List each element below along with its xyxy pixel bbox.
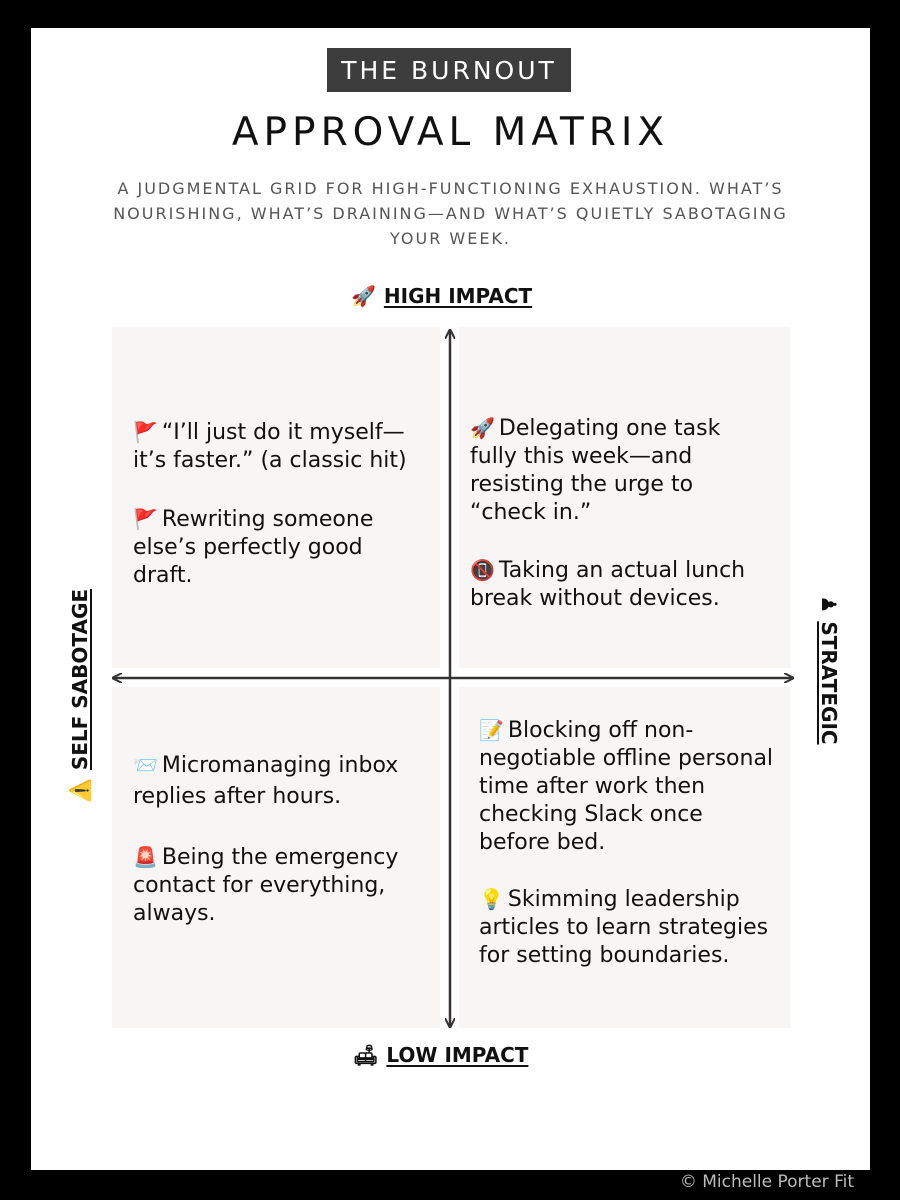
copyright-text: © Michelle Porter Fit [679,1172,854,1192]
couch-icon: 🛋 [353,1043,379,1067]
warning-icon: ⚠️ [68,778,92,804]
siren-icon: 🚨 [133,845,158,869]
light-bulb-icon: 💡 [479,887,504,911]
red-flag-icon: 🚩 [133,420,158,444]
quadrant-item-text: Being the emergency contact for everything, always. [133,845,399,926]
page-subtitle: A JUDGMENTAL GRID FOR HIGH-FUNCTIONING EXHAUSTION. WHAT’S NOURISHING, WHAT’S DRAINING—AND WHAT’S QUIETLY SABOTAGING YOUR WEEK. [113,179,788,248]
matrix-axes [31,28,870,1170]
quadrant-item-text: Skimming leadership articles to learn strategies for setting boundaries. [479,887,769,968]
memo-icon: 📝 [479,718,504,742]
quadrant-item-text: Rewriting someone else’s perfectly good draft. [133,507,374,588]
quadrant-item-text: Blocking off non-negotiable offline personal time after work then checking Slack once before bed. [479,718,774,855]
page-title: APPROVAL MATRIX [231,110,670,155]
axis-label-text: SELF SABOTAGE [68,588,92,771]
red-flag-icon: 🚩 [133,507,158,531]
quadrant-item-text: Delegating one task fully this week—and resisting the urge to “check in.” [470,416,721,525]
rocket-icon: 🚀 [470,416,495,440]
quadrant-item-text: “I’ll just do it myself—it’s faster.” (a classic hit) [133,420,407,473]
incoming-envelope-icon: 📨 [133,753,158,777]
matrix-card [31,28,870,1170]
axis-label-text: LOW IMPACT [386,1043,529,1067]
no-phones-icon: 📵 [470,558,495,582]
axis-label-text: STRATEGIC [817,621,841,745]
header-badge: THE BURNOUT [327,48,571,92]
quadrant-item-text: Taking an actual lunch break without devices. [470,558,746,611]
axis-label-text: HIGH IMPACT [383,284,533,308]
quadrant-item-text: Micromanaging inbox replies after hours. [133,753,399,809]
chess-pawn-icon: ♟ [817,595,841,614]
rocket-icon: 🚀 [351,284,376,308]
